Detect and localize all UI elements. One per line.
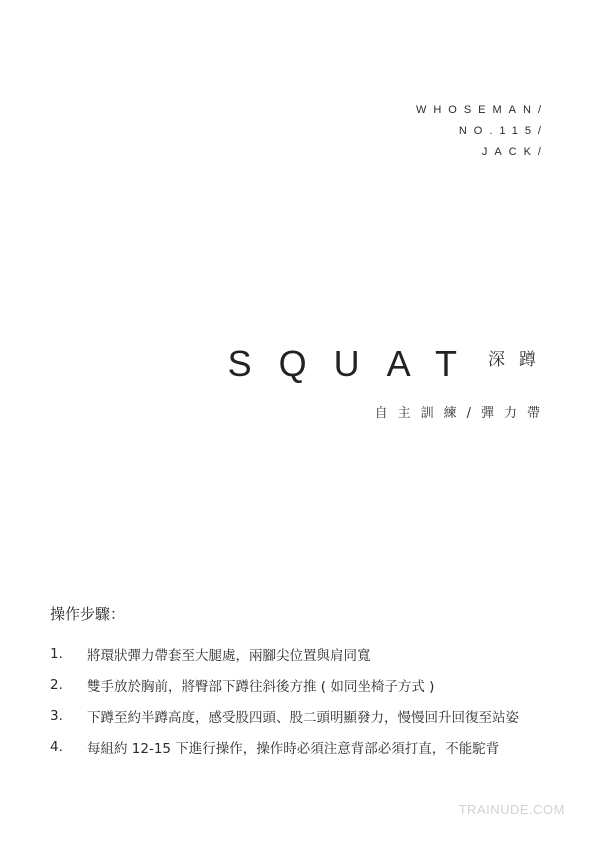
step-number: 1. [50,645,63,662]
step-text: 下蹲至約半蹲高度，感受股四頭、股二頭明顯發力，慢慢回升回復至站姿 [87,709,519,726]
steps-heading: 操作步驟： [50,605,126,623]
brand-line: WHOSEMAN/ [415,104,548,116]
step-number: 2. [50,676,63,693]
list-item [50,638,519,669]
title-block [228,344,550,384]
title-english: SQUAT [227,343,484,384]
issue-number-line: NO.115/ [458,125,548,137]
title-chinese: 深蹲 [488,350,550,370]
steps-list [50,638,519,762]
list-item [50,700,519,731]
step-text: 將環狀彈力帶套至大腿處，兩腳尖位置與肩同寬 [87,647,371,664]
watermark: TRAINUDE.COM [458,802,565,817]
step-text: 雙手放於胸前，將臀部下蹲往斜後方推 ( 如同坐椅子方式 ) [87,678,435,695]
step-text: 每組約 12-15 下進行操作，操作時必須注意背部必須打直，不能駝背 [87,740,500,757]
step-number: 3. [50,707,63,724]
list-item [50,669,519,700]
step-number: 4. [50,738,63,755]
author-line: JACK/ [481,146,548,158]
list-item [50,731,519,762]
subtitle: 自主訓練/彈力帶 [374,406,550,421]
